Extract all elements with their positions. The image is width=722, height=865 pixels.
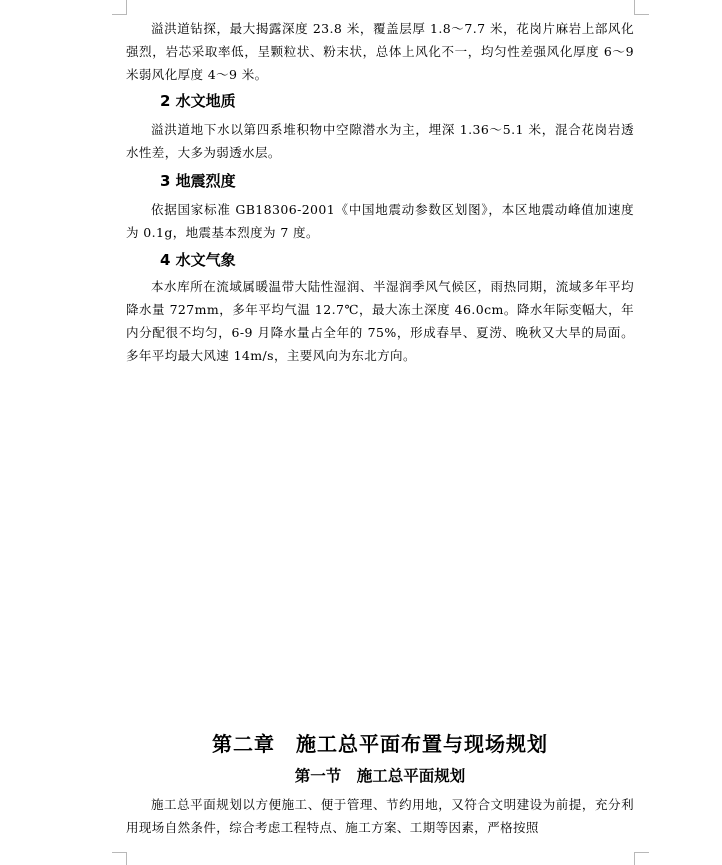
paragraph-hydrometeorology: 本水库所在流域属暖温带大陆性湿润、半湿润季风气候区，雨热同期，流域多年平均降水量 727mm，多年平均气温 12.7℃，最大冻土深度 46.0cm。降水年际变幅大，年内分配很不均匀，6-9 月降水量占全年的 75%，形成春旱、夏涝、晚秋又大旱的局面。多年平均最大风速 14m/s，主要风向为东北方向。 [126,279,634,363]
crop-mark-bottom-right-v [634,852,635,865]
crop-mark-top-right-v [634,0,635,14]
paragraph-seismic-intensity: 依据国家标准 GB18306-2001《中国地震动参数区划图》，本区地震动峰值加速度为 0.1g，地震基本烈度为 7 度。 [126,202,634,240]
paragraph-site-plan-intro: 施工总平面规划以方便施工、便于管理、节约用地，又符合文明建设为前提，充分利用现场自然条件，综合考虑工程特点、施工方案、工期等因素，严格按照 [126,797,634,835]
crop-mark-bottom-right-h [634,852,649,853]
crop-mark-top-left-v [126,0,127,14]
heading-hydrometeorology: 4 水文气象 [160,251,236,269]
crop-mark-bottom-left-h [112,852,127,853]
section-title: 第一节 施工总平面规划 [294,766,466,785]
crop-mark-top-right-h [634,14,649,15]
crop-mark-bottom-left-v [126,852,127,865]
paragraph-spillway-drilling: 溢洪道钻探，最大揭露深度 23.8 米，覆盖层厚 1.8～7.7 米，花岗片麻岩上部风化强烈，岩芯采取率低，呈颗粒状、粉末状，总体上风化不一，均匀性差强风化厚度 6～9 米弱风化厚度 4～9 米。 [126,21,634,82]
paragraph-hydrogeology: 溢洪道地下水以第四系堆积物中空隙潜水为主，埋深 1.36～5.1 米，混合花岗岩透水性差，大多为弱透水层。 [126,122,634,160]
chapter-title: 第二章 施工总平面布置与现场规划 [212,732,548,756]
heading-hydrogeology: 2 水文地质 [160,92,236,110]
crop-mark-top-left-h [112,14,127,15]
heading-seismic-intensity: 3 地震烈度 [160,172,236,190]
